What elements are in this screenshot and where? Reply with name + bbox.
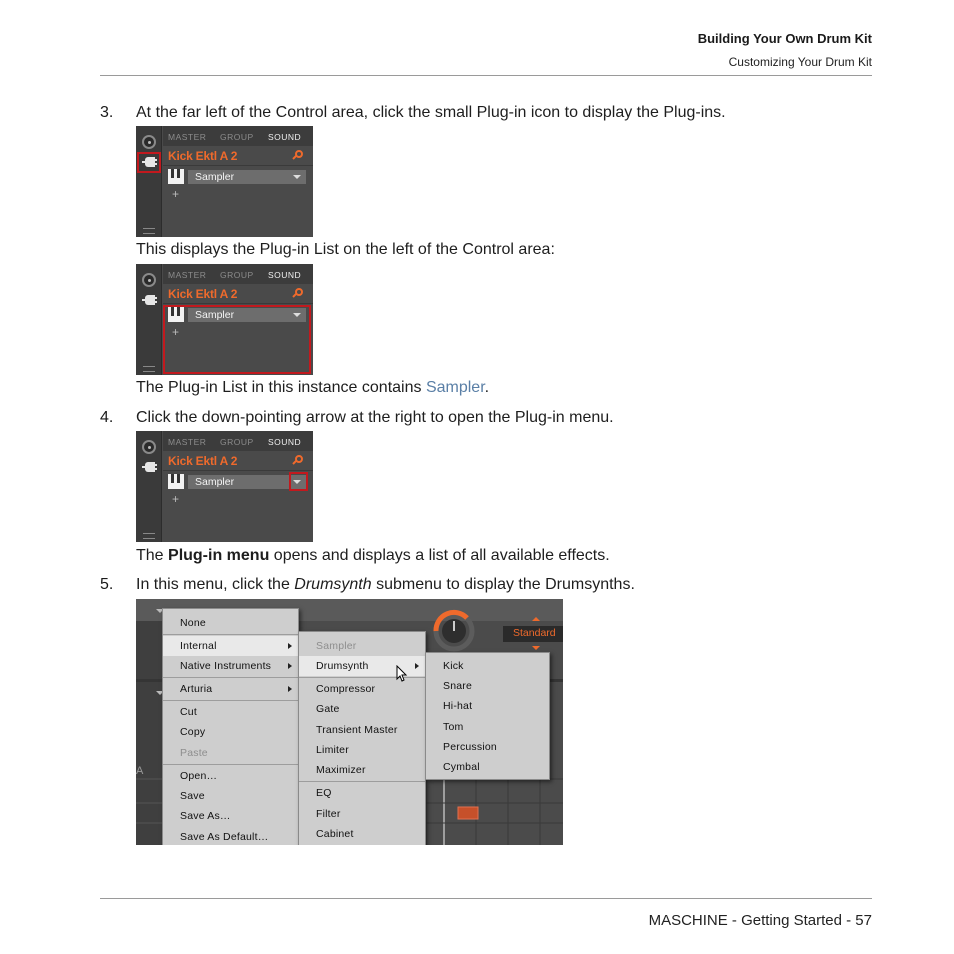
menu-item-label: Drumsynth (316, 660, 369, 672)
menu-item-eq[interactable]: EQ (316, 787, 332, 799)
parameter-knob-icon[interactable] (142, 135, 156, 149)
menu-item-open[interactable]: Open… (180, 770, 218, 782)
menu-item-cabinet[interactable]: Cabinet (316, 828, 354, 840)
tab-group[interactable]: GROUP (220, 132, 254, 142)
menu-item-filter[interactable]: Filter (316, 808, 341, 820)
plugin-slot-label: Sampler (195, 309, 235, 321)
control-area-screenshot-1 (136, 126, 313, 237)
step-4-number: 4. (100, 409, 114, 426)
submenu-arrow-icon (288, 643, 292, 649)
add-plugin-button[interactable]: + (172, 187, 180, 201)
menu-separator (163, 634, 298, 635)
plugin-slot-label: Sampler (195, 171, 235, 183)
tab-master[interactable]: MASTER (168, 132, 207, 142)
step5-pre: In this menu, click the (136, 576, 295, 593)
menu-separator (163, 700, 298, 701)
highlight-box (137, 152, 161, 173)
step-5-number: 5. (100, 576, 114, 593)
menu-item-cut[interactable]: Cut (180, 706, 197, 718)
menu-item-save-as[interactable]: Save As… (180, 810, 231, 822)
menu-item-native-instruments[interactable] (163, 656, 298, 676)
after-pre: The (136, 547, 169, 564)
control-tabs (163, 264, 313, 284)
step-3-contains-text (136, 378, 489, 398)
sound-name: Kick Ektl A 2 (168, 287, 238, 301)
sound-name: Kick Ektl A 2 (168, 149, 238, 163)
menu-separator (163, 677, 298, 678)
divider (163, 303, 313, 304)
tab-sound[interactable]: SOUND (268, 270, 302, 280)
parameter-knob-icon[interactable] (142, 440, 156, 454)
piano-keys-icon (168, 474, 184, 489)
drumsynth-term: Drumsynth (294, 576, 372, 593)
menu-item-none[interactable]: None (180, 617, 206, 629)
menu-lines-icon (143, 533, 155, 539)
tab-group[interactable]: GROUP (220, 270, 254, 280)
tab-sound[interactable]: SOUND (268, 437, 302, 447)
highlight-box (163, 305, 311, 374)
menu-item-copy[interactable]: Copy (180, 726, 206, 738)
menu-item-compressor[interactable]: Compressor (316, 683, 376, 695)
menu-item-gate[interactable]: Gate (316, 703, 340, 715)
tab-group[interactable]: GROUP (220, 437, 254, 447)
tab-sound[interactable]: SOUND (268, 132, 302, 142)
menu-item-maximizer[interactable]: Maximizer (316, 764, 366, 776)
step-5-text (136, 575, 635, 595)
menu-item-sampler: Sampler (316, 640, 357, 652)
submenu-arrow-icon (288, 686, 292, 692)
control-tabs (163, 126, 313, 146)
control-area-screenshot-3 (136, 431, 313, 542)
side-letter: A (136, 765, 144, 777)
step-3-after-text: This displays the Plug-in List on the left of the Control area: (136, 241, 555, 258)
plug-in-icon[interactable] (142, 294, 156, 306)
menu-item-label: Native Instruments (180, 660, 272, 672)
plugin-menu-term: Plug-in menu (168, 547, 270, 564)
control-tabs (163, 431, 313, 451)
plugin-slot[interactable] (188, 170, 306, 184)
step-4-text: Click the down-pointing arrow at the right to open the Plug-in menu. (136, 409, 614, 426)
search-icon[interactable] (293, 455, 303, 465)
submenu-arrow-icon (288, 663, 292, 669)
submenu-arrow-icon (415, 663, 419, 669)
menu-item-snare[interactable]: Snare (443, 680, 473, 692)
menu-item-percussion[interactable]: Percussion (443, 741, 497, 753)
menu-item-kick[interactable]: Kick (443, 660, 464, 672)
contains-post: . (484, 379, 490, 396)
running-header-subtitle: Customizing Your Drum Kit (728, 55, 872, 69)
add-plugin-button[interactable]: + (172, 492, 180, 506)
control-sidebar (136, 264, 162, 375)
menu-separator (299, 781, 425, 782)
standard-label[interactable]: Standard (513, 627, 556, 639)
menu-item-label: Internal (180, 640, 217, 652)
internal-submenu (298, 631, 426, 845)
contains-pre: The Plug-in List in this instance contains (136, 379, 426, 396)
search-icon[interactable] (293, 288, 303, 298)
plugin-slot-label: Sampler (195, 476, 235, 488)
footer-rule (100, 898, 872, 899)
after-post: opens and displays a list of all available effects. (269, 547, 610, 564)
step-3-text: At the far left of the Control area, click the small Plug-in icon to display the Plug-ins. (136, 104, 726, 121)
header-rule (100, 75, 872, 76)
menu-item-tom[interactable]: Tom (443, 721, 464, 733)
step-4-after-text (136, 546, 610, 566)
divider (163, 470, 313, 471)
control-sidebar (136, 126, 162, 237)
running-header-title: Building Your Own Drum Kit (697, 31, 872, 46)
parameter-knob-icon[interactable] (142, 273, 156, 287)
menu-item-hi-hat[interactable]: Hi-hat (443, 700, 473, 712)
step-3-number: 3. (100, 104, 114, 121)
menu-item-paste: Paste (180, 747, 208, 759)
menu-item-save[interactable]: Save (180, 790, 205, 802)
menu-item-transient-master[interactable]: Transient Master (316, 724, 398, 736)
menu-separator (163, 764, 298, 765)
mouse-pointer-icon (396, 665, 408, 683)
menu-item-limiter[interactable]: Limiter (316, 744, 349, 756)
piano-keys-icon (168, 169, 184, 184)
highlight-box (289, 472, 308, 491)
sampler-link[interactable]: Sampler (425, 379, 485, 396)
control-area-screenshot-2 (136, 264, 313, 375)
plug-in-icon[interactable] (142, 461, 156, 473)
divider (163, 165, 313, 166)
plugin-menu-screenshot (136, 599, 563, 845)
tab-master[interactable]: MASTER (168, 437, 207, 447)
menu-item-internal[interactable] (163, 636, 298, 656)
menu-lines-icon (143, 228, 155, 234)
tab-master[interactable]: MASTER (168, 270, 207, 280)
add-plugin-button[interactable]: + (172, 325, 180, 339)
drumsynth-submenu (425, 652, 550, 780)
plugin-context-menu (162, 608, 299, 845)
page-footer: MASCHINE - Getting Started - 57 (648, 912, 872, 929)
chevron-down-icon[interactable] (293, 175, 301, 179)
search-icon[interactable] (293, 150, 303, 160)
control-sidebar (136, 431, 162, 542)
menu-item-cymbal[interactable]: Cymbal (443, 761, 480, 773)
menu-item-arturia[interactable] (163, 679, 298, 699)
menu-item-save-as-default[interactable]: Save As Default… (180, 831, 269, 843)
step5-post: submenu to display the Drumsynths. (371, 576, 635, 593)
menu-item-label: Arturia (180, 683, 213, 695)
sound-name: Kick Ektl A 2 (168, 454, 238, 468)
menu-lines-icon (143, 366, 155, 372)
